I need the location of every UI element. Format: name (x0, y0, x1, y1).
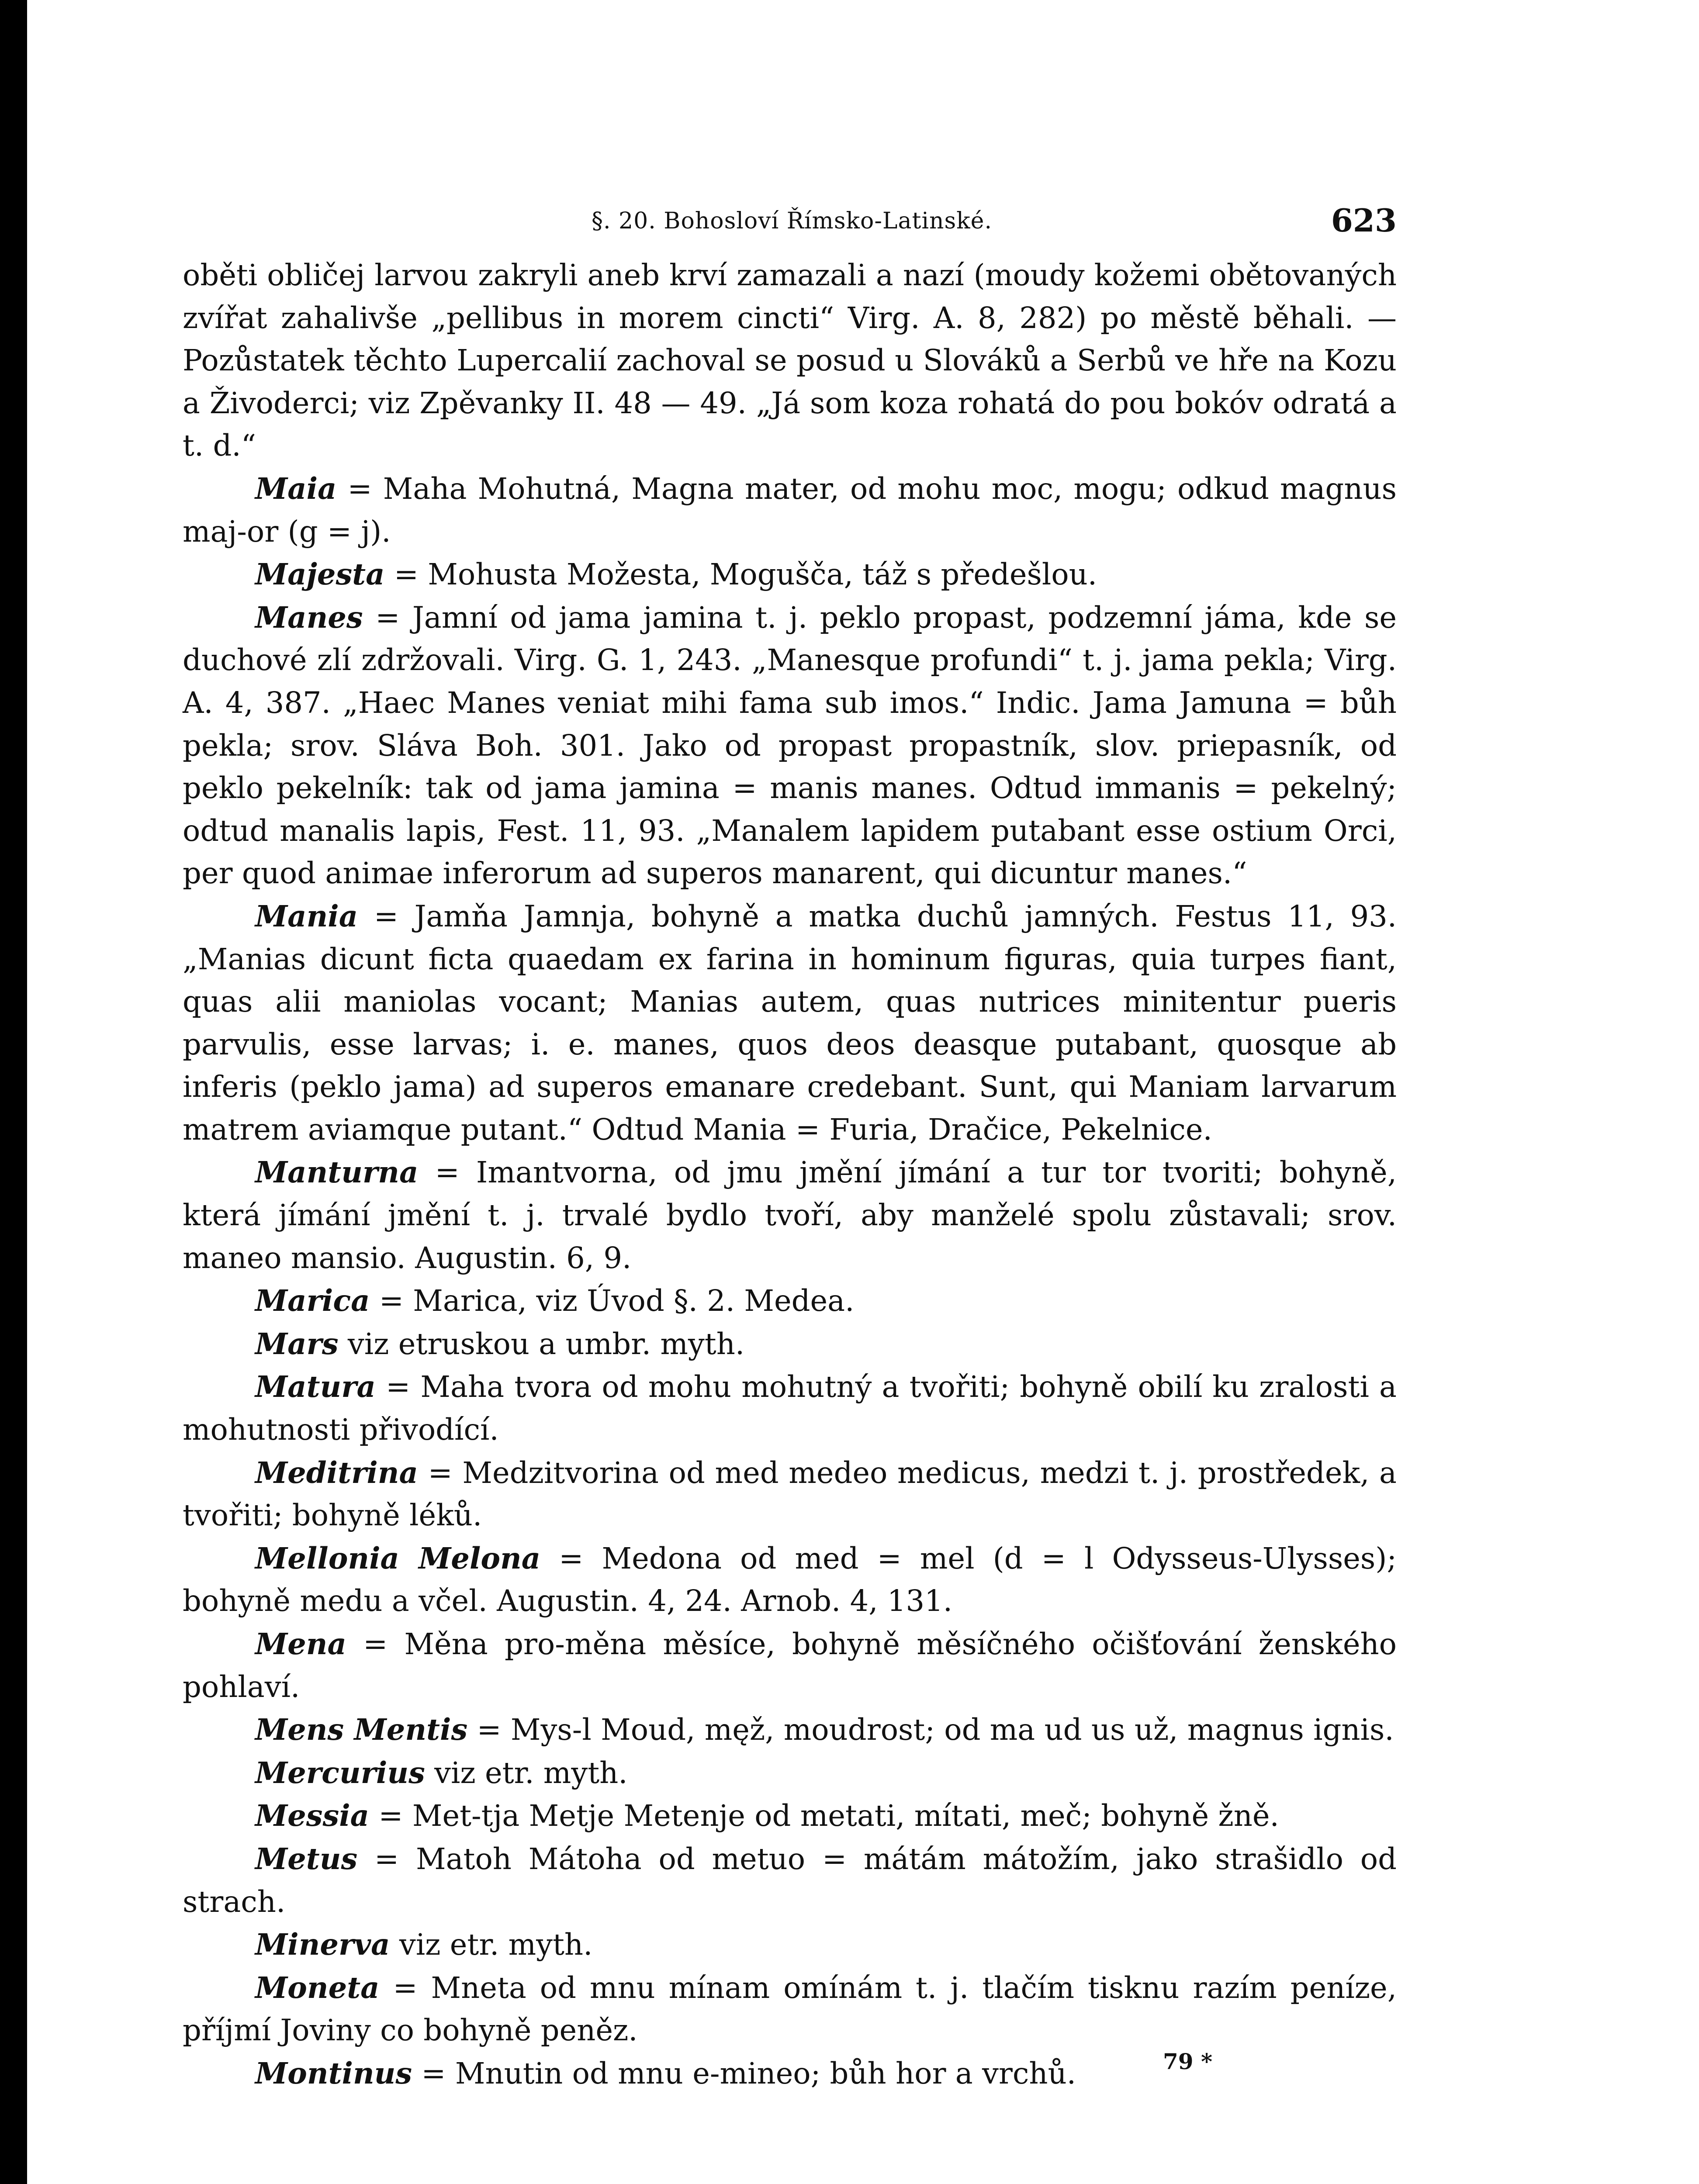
entry-headword: Mens Mentis (255, 1712, 468, 1747)
entry-mercurius (183, 1752, 1397, 1795)
body-text (183, 254, 1397, 2095)
printer-signature: 79 * (1163, 2049, 1213, 2074)
page-number: 623 (1331, 202, 1397, 239)
entry-text: = Met-tja Metje Metenje od metati, mítati, meč; bohyně žně. (369, 1799, 1279, 1833)
entry-minerva (183, 1923, 1397, 1966)
entry-moneta (183, 1966, 1397, 2052)
page-header (592, 202, 1397, 245)
entry-continuation (183, 254, 1397, 467)
entry-text: = Měna pro-měna měsíce, bohyně měsíčného očišťování ženského pohlaví. (183, 1627, 1397, 1704)
entry-text: viz etr. myth. (425, 1755, 628, 1790)
entry-headword: Metus (255, 1841, 358, 1876)
entry-mellonia (183, 1537, 1397, 1623)
entry-headword: Messia (255, 1798, 370, 1833)
entry-manturna (183, 1151, 1397, 1279)
entry-text: = Mneta od mnu mínam omínám t. j. tlačím tisknu razím peníze, příjmí Joviny co bohyně peněz. (183, 1970, 1397, 2048)
entry-text: = Matoh Mátoha od metuo = mátám mátožím, jako strašidlo od strach. (183, 1842, 1397, 1919)
entry-headword: Meditrina (255, 1455, 418, 1490)
entry-manes (183, 596, 1397, 895)
entry-text: = Maha Mohutná, Magna mater, od mohu moc, mogu; odkud magnus maj-or (g = j). (183, 471, 1397, 549)
entry-mars (183, 1323, 1397, 1366)
entry-text: oběti obličej larvou zakryli aneb krví zamazali a nazí (moudy kožemi obětovaných zvířat zahalivše „pellibus in morem cincti“ Virg. A. 8, 282) po městě běhali. — Pozůstatek těchto Lupercalií zachoval se posud u Slováků a Serbů ve hře na Kozu a Živoderci; viz Zpěvanky II. 48 — 49. „Já som koza rohatá do pou bokóv odratá a t. d.“ (183, 258, 1397, 463)
entry-headword: Manes (255, 600, 363, 635)
entry-headword: Moneta (255, 1970, 380, 2005)
entry-meditrina (183, 1451, 1397, 1537)
entry-headword: Marica (255, 1283, 370, 1318)
entry-text: = Mnutin od mnu e-mineo; bůh hor a vrchů. (412, 2056, 1076, 2091)
entry-text: = Medona od med = mel (d = l Odysseus-Ulysses); bohyně medu a včel. Augustin. 4, 24. Arnob. 4, 131. (183, 1541, 1397, 1618)
entry-metus (183, 1838, 1397, 1923)
entry-text: = Mohusta Možesta, Mogušča, táž s předešlou. (384, 557, 1097, 592)
entry-text: = Imantvorna, od jmu jmění jímání a tur tor tvoriti; bohyně, která jímání jmění t. j. trvalé bydlo tvoří, aby manželé spolu zůstavali; srov. maneo mansio. Augustin. 6, 9. (183, 1155, 1397, 1275)
entry-headword: Mena (255, 1627, 346, 1661)
entry-headword: Mellonia Melona (255, 1541, 541, 1576)
entry-headword: Matura (255, 1369, 376, 1404)
entry-majesta (183, 553, 1397, 596)
entry-maia (183, 467, 1397, 553)
entry-text: viz etr. myth. (390, 1928, 593, 1962)
entry-headword: Montinus (255, 2056, 412, 2091)
entry-messia (183, 1794, 1397, 1838)
entry-marica (183, 1279, 1397, 1323)
entry-text: = Mys-l Moud, męž, moudrost; od ma ud us už, magnus ignis. (467, 1713, 1394, 1747)
running-title: §. 20. Bohosloví Římsko-Latinské. (592, 208, 992, 234)
entry-text: = Jamňa Jamnja, bohyně a matka duchů jamných. Festus 11, 93. „Manias dicunt ficta quaedam ex farina in hominum figuras, quia turpes fiant, quas alii maniolas vocant; Manias autem, quas nutrices minitentur pueris parvulis, esse larvas; i. e. manes, quos deos deasque putabant, quosque ab inferis (peklo jama) ad superos emanare credebant. Sunt, qui Maniam larvarum matrem aviamque putant.“ Odtud Mania = Furia, Dračice, Pekelnice. (183, 899, 1397, 1147)
entry-mens (183, 1708, 1397, 1752)
entry-text: viz etruskou a umbr. myth. (338, 1327, 745, 1361)
entry-headword: Mars (255, 1326, 339, 1361)
entry-text: = Maha tvora od mohu mohutný a tvořiti; bohyně obilí ku zralosti a mohutnosti přivodící. (183, 1370, 1397, 1447)
entry-matura (183, 1365, 1397, 1451)
entry-text: = Marica, viz Úvod §. 2. Medea. (370, 1284, 855, 1318)
entry-headword: Maia (255, 471, 337, 506)
entry-mena (183, 1623, 1397, 1708)
entry-headword: Mania (255, 898, 358, 933)
entry-text: = Jamní od jama jamina t. j. peklo propast, podzemní jáma, kde se duchové zlí zdržovali. Virg. G. 1, 243. „Manesque profundi“ t. j. jama pekla; Virg. A. 4, 387. „Haec Manes veniat mihi fama sub imos.“ Indic. Jama Jamuna = bůh pekla; srov. Sláva Boh. 301. Jako od propast propastník, slov. priepasník, od peklo pekelník: tak od jama jamina = manis manes. Odtud immanis = pekelný; odtud manalis lapis, Fest. 11, 93. „Manalem lapidem putabant esse ostium Orci, per quod animae inferorum ad superos manarent, qui dicuntur manes.“ (183, 600, 1397, 891)
entry-headword: Minerva (255, 1927, 390, 1962)
entry-text: = Medzitvorina od med medeo medicus, medzi t. j. prostředek, a tvořiti; bohyně léků. (183, 1455, 1397, 1533)
entry-mania (183, 895, 1397, 1151)
entry-montinus (183, 2052, 1397, 2095)
entry-headword: Manturna (255, 1155, 419, 1190)
book-page (27, 0, 1699, 2184)
entry-headword: Majesta (255, 557, 385, 592)
entry-headword: Mercurius (255, 1755, 425, 1790)
